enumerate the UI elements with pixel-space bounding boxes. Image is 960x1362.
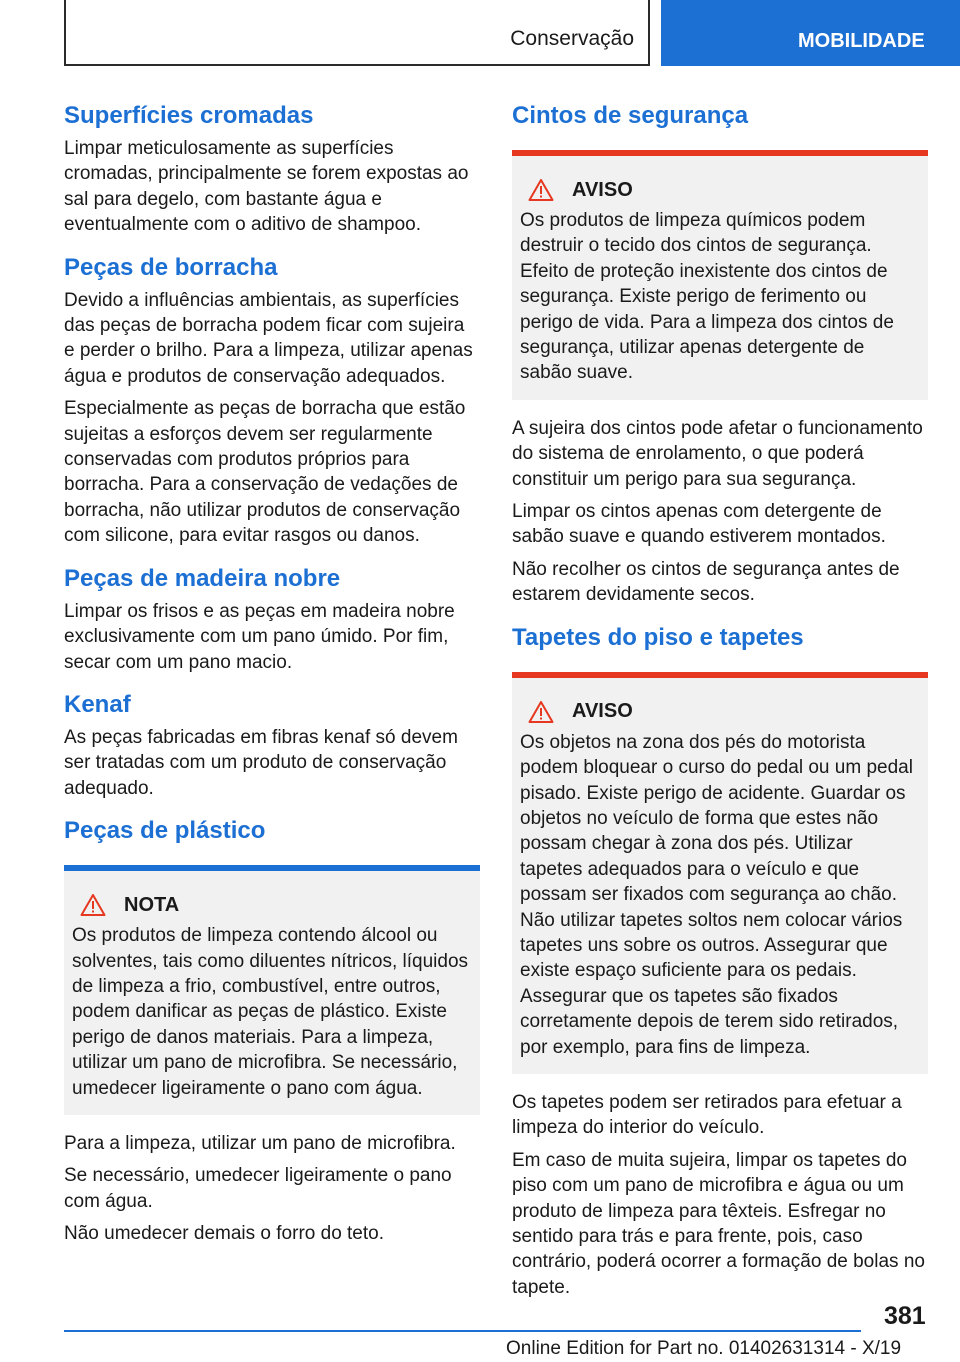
paragraph: Para a limpeza, utilizar um pano de microfibra. xyxy=(64,1132,456,1154)
section-seat-belts xyxy=(512,100,928,608)
header-chapter-tab xyxy=(661,0,960,66)
footer-edition: Online Edition for Part no. 01402631314 - X/19 xyxy=(506,1338,902,1359)
left-column xyxy=(64,100,480,1261)
footer-divider xyxy=(64,1330,861,1332)
section-plastic-parts xyxy=(64,815,480,1246)
warning-box xyxy=(512,672,928,1074)
section-chrome-surfaces xyxy=(64,100,480,238)
paragraph: Limpar meticulosamente as superfícies cromadas, principalmente se forem expostas ao sal para degelo, com bastante água e eventualmente com o aditivo de shampoo. xyxy=(64,138,469,236)
paragraph: Não umedecer demais o forro do teto. xyxy=(64,1223,385,1245)
paragraph: As peças fabricadas em fibras kenaf só devem ser tratadas com um produto de conservação adequado. xyxy=(64,726,458,799)
section-title: Kenaf xyxy=(64,690,131,718)
paragraph: Limpar os cintos apenas com detergente de sabão suave e quando estiverem montados. xyxy=(512,501,886,548)
header-frame xyxy=(64,0,650,66)
notice-header xyxy=(72,893,472,917)
section-title: Superfícies cromadas xyxy=(64,102,314,129)
warning-header xyxy=(520,700,920,724)
notice-text: Os produtos de limpeza contendo álcool ou solventes, tais como diluentes nítricos, líquidos de limpeza a frio, combustível, entre outros, podem danificar as peças de plástico. Existe perigo de danos materiais. Para a limpeza, utilizar um pano de microfibra. Se necessário, umedecer ligeiramente o pano com água. xyxy=(72,925,469,1099)
paragraph: Os tapetes podem ser retirados para efetuar a limpeza do interior do veículo. xyxy=(512,1091,902,1139)
section-floor-mats xyxy=(512,622,928,1301)
paragraph: A sujeira dos cintos pode afetar o funcionamento do sistema de enrolamento, o que poderá constituir um perigo para sua segurança. xyxy=(512,417,923,490)
header-chapter-label: MOBILIDADE xyxy=(798,29,925,52)
page-header xyxy=(0,0,960,66)
warning-title: AVISO xyxy=(572,178,633,201)
section-kenaf xyxy=(64,689,480,801)
notice-title: NOTA xyxy=(124,893,180,916)
warning-triangle-icon xyxy=(528,700,554,724)
paragraph: Em caso de muita sujeira, limpar os tapetes do piso com um pano de microfibra e água ou um produto de limpeza para têxteis. Esfregar no sentido para trás e para frente, pois, caso contrário, poderá ocorrer a formação de bolas no tapete. xyxy=(512,1149,925,1298)
warning-text: Os objetos na zona dos pés do motorista podem bloquear o curso do pedal ou um pedal pisado. Existe perigo de acidente. Guardar os objetos no veículo de forma que estes não possam chegar à zona dos pés. Utilizar tapetes adequados para o veículo e que possam ser fixados com segurança ao chão. Não utilizar tapetes soltos nem colocar vários tapetes uns sobre os outros. Assegurar que existe espaço suficiente para os pedais. Assegurar que os tapetes são fixados corretamente depois de terem sido retirados, por exemplo, para fins de limpeza. xyxy=(520,731,913,1058)
warning-box xyxy=(512,150,928,400)
section-title: Peças de plástico xyxy=(64,817,266,845)
warning-title: AVISO xyxy=(572,700,633,723)
section-title: Cintos de segurança xyxy=(512,102,749,129)
page-number: 381 xyxy=(884,1302,926,1330)
section-fine-wood-parts xyxy=(64,563,480,675)
paragraph: Não recolher os cintos de segurança antes de estarem devidamente secos. xyxy=(512,558,900,606)
warning-triangle-icon xyxy=(80,893,106,917)
warning-text: Os produtos de limpeza químicos podem destruir o tecido dos cintos de segurança. Efeito de proteção inexistente dos cintos de segurança. Existe perigo de ferimento ou perigo de vida. Para a limpeza dos cintos de segurança, utilizar apenas detergente de sabão suave. xyxy=(520,210,894,384)
warning-header xyxy=(520,178,920,202)
header-section-title: Conservação xyxy=(510,27,634,50)
paragraph: Limpar os frisos e as peças em madeira nobre exclusivamente com um pano úmido. Por fim, secar com um pano macio. xyxy=(64,600,455,673)
section-title: Tapetes do piso e tapetes xyxy=(512,623,804,651)
section-title: Peças de madeira nobre xyxy=(64,564,341,592)
paragraph: Especialmente as peças de borracha que estão sujeitas a esforços devem ser regularmente conservadas com produtos próprios para borracha. Para a conservação de vedações de borracha, não utilizar produtos de conservação com silicone, para evitar rasgos ou danos. xyxy=(64,398,466,547)
section-title: Peças de borracha xyxy=(64,253,278,281)
paragraph: Devido a influências ambientais, as superfícies das peças de borracha podem ficar com sujeira e perder o brilho. Para a limpeza, utilizar apenas água e produtos de conservação adequados. xyxy=(64,289,473,387)
right-column xyxy=(512,100,928,1314)
warning-triangle-icon xyxy=(528,178,554,202)
paragraph: Se necessário, umedecer ligeiramente o pano com água. xyxy=(64,1165,452,1212)
section-rubber-parts xyxy=(64,252,480,549)
notice-box xyxy=(64,865,480,1115)
